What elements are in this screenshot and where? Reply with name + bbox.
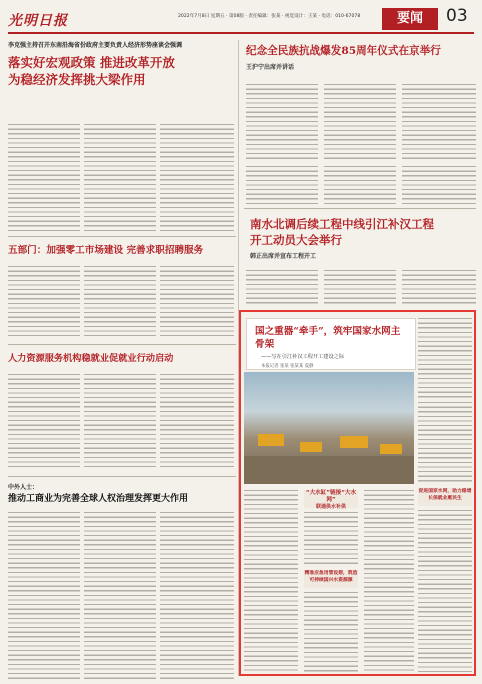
- divider: [8, 476, 236, 477]
- article-kicker: 李克强主持召开东南沿海省份政府主要负责人经济形势座谈会强调: [8, 42, 183, 49]
- text-column: [364, 490, 414, 672]
- article-title: 五部门：加强零工市场建设 完善求职招聘服务: [8, 245, 204, 256]
- text-column: [160, 266, 234, 338]
- article-subtitle: 韩正出席并宣布工程开工: [250, 253, 317, 260]
- text-column: [84, 266, 156, 338]
- section-heading-2: 可持续国兴水资源源: [309, 578, 353, 583]
- text-column: [8, 374, 80, 470]
- text-column: [402, 84, 476, 162]
- article-title: 纪念全民族抗战爆发85周年仪式在京举行: [246, 45, 441, 57]
- excavator-shape: [300, 442, 322, 452]
- text-column: [324, 166, 396, 204]
- article-title-2: 开工动员大会举行: [250, 233, 342, 247]
- divider: [8, 236, 236, 237]
- text-column: [402, 166, 476, 204]
- article-title: 落实好宏观政策 推进改革开放: [8, 55, 175, 70]
- section-heading: “大水缸”链接“大水网”: [305, 490, 357, 503]
- left-article-4: [8, 482, 238, 508]
- feature-byline: 本报记者 张某 张某某 夏静: [261, 364, 314, 369]
- excavator-shape: [380, 444, 402, 454]
- text-column: [324, 270, 396, 306]
- masthead: [8, 4, 474, 34]
- section-heading-box: [418, 488, 472, 506]
- feature-headline-banner: [246, 318, 416, 370]
- article-title-2: 为稳经济发挥挑大梁作用: [8, 72, 146, 87]
- left-article-3: [8, 352, 238, 368]
- excavator-shape: [258, 434, 284, 446]
- section-heading: 精准应急用管设想，筑造: [304, 571, 358, 576]
- text-column: [160, 512, 234, 680]
- text-column: [304, 512, 358, 566]
- text-column: [418, 318, 472, 398]
- section-heading-2: 联通供水补供: [315, 504, 346, 510]
- article-kicker: 中外人士：: [8, 484, 39, 491]
- text-column: [8, 266, 80, 338]
- article-title: 推动工商业为完善全球人权治理发挥更大作用: [8, 494, 189, 504]
- feature-subtitle: ——写在引江补汉工程开工建设之际: [261, 354, 345, 360]
- article-title: 人力资源服务机构稳就业促就业行动启动: [8, 353, 174, 364]
- excavator-shape: [340, 436, 368, 448]
- text-column: [8, 124, 80, 232]
- left-article-2: [8, 244, 238, 260]
- newspaper-logo: 光明日报: [8, 13, 68, 29]
- left-article-lead: [8, 40, 240, 120]
- text-column: [246, 166, 318, 204]
- text-column: [304, 592, 358, 672]
- section-heading-2: 长保就业惠民生: [428, 496, 462, 501]
- text-column: [402, 270, 476, 306]
- section-heading-box: [304, 570, 358, 588]
- date-line: 2022年7月8日 星期五 · 第08版 · 责任编辑：张某 · 视觉设计：王某 · 电话：010-67078: [178, 14, 361, 19]
- text-column: [324, 84, 396, 162]
- section-heading: 促进国家水网，助力稳增: [418, 489, 472, 494]
- divider: [244, 208, 476, 209]
- text-column: [244, 490, 298, 672]
- divider: [8, 344, 236, 345]
- page-number: 03: [446, 6, 468, 26]
- text-column: [418, 510, 472, 672]
- text-column: [160, 124, 234, 232]
- text-column: [160, 374, 234, 470]
- text-column: [84, 512, 156, 680]
- text-column: [246, 270, 318, 306]
- article-title: 南水北调后续工程中线引江补汉工程: [250, 217, 434, 231]
- text-column: [84, 124, 156, 232]
- ground: [244, 456, 414, 484]
- section-heading-box: [304, 490, 358, 508]
- feature-title: 国之重器“牵手”，筑牢国家水网主骨架: [255, 326, 401, 350]
- text-column: [418, 402, 472, 484]
- section-label: 要闻: [382, 8, 438, 30]
- text-column: [246, 84, 318, 162]
- text-column: [84, 374, 156, 470]
- construction-photo: [244, 372, 414, 484]
- right-article-lead: [246, 44, 476, 78]
- right-article-2: [250, 216, 476, 266]
- article-subtitle: 王沪宁出席并讲话: [246, 64, 295, 71]
- text-column: [8, 512, 80, 680]
